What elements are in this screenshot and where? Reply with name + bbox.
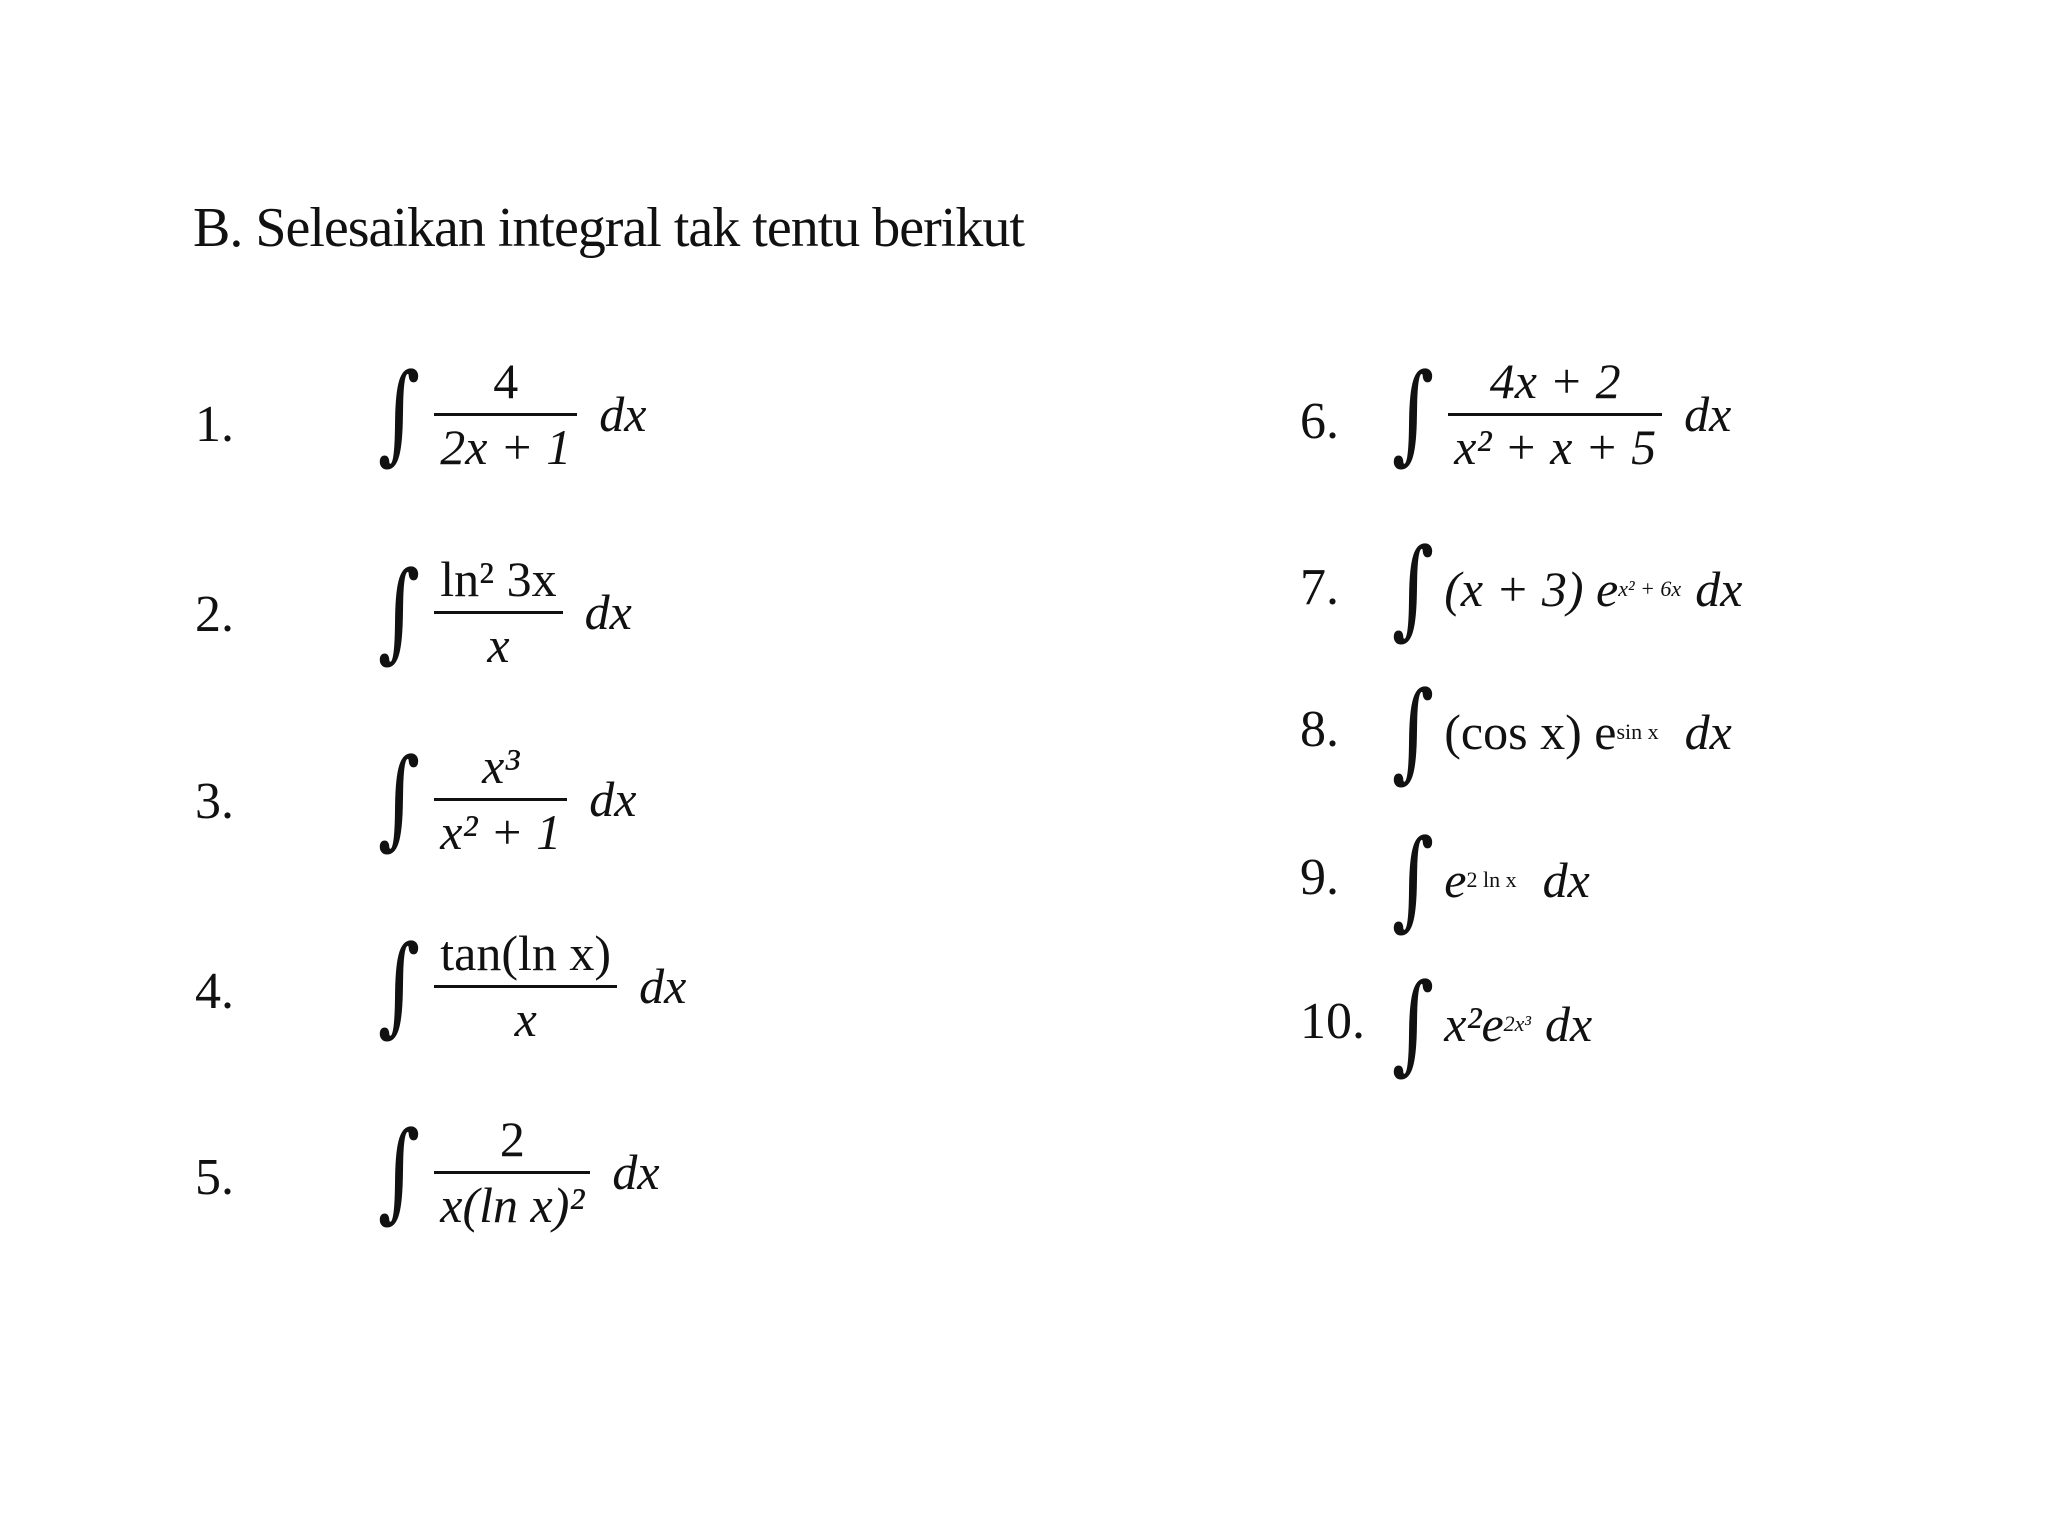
problem-9-expression: [1392, 817, 1590, 942]
exponent: sin x: [1616, 719, 1659, 744]
differential: dx: [1545, 996, 1593, 1052]
differential: dx: [1695, 561, 1743, 617]
integrand-base: x²e: [1444, 996, 1504, 1052]
denominator: x² + 1: [440, 803, 562, 860]
problem-10-number: 10.: [1300, 993, 1365, 1050]
integrand-base: (cos x) e: [1444, 704, 1617, 760]
integral-sign: ∫: [378, 1109, 421, 1234]
exponent: 2x³: [1503, 1011, 1532, 1036]
page-title: B. Selesaikan integral tak tentu berikut: [193, 197, 1024, 259]
problem-7-number: 7.: [1300, 559, 1339, 616]
integral-sign: ∫: [1392, 817, 1435, 942]
differential: dx: [1684, 704, 1732, 760]
fraction: [434, 735, 567, 863]
exponent: x² + 6x: [1618, 576, 1682, 601]
integral-sign: ∫: [378, 923, 421, 1048]
differential: dx: [1684, 386, 1732, 442]
problem-4-number: 4.: [195, 963, 234, 1020]
problem-3-expression: [378, 735, 636, 863]
problem-6-number: 6.: [1300, 393, 1339, 450]
integral-sign: ∫: [378, 549, 421, 674]
problem-1-expression: [378, 350, 646, 478]
problem-7-expression: [1392, 526, 1743, 651]
differential: dx: [1542, 852, 1590, 908]
denominator: x: [487, 616, 510, 673]
integrand-base: (x + 3) e: [1444, 561, 1619, 617]
differential: dx: [599, 386, 647, 442]
fraction: [1448, 350, 1662, 478]
integral-sign: ∫: [1392, 351, 1435, 476]
problem-8-number: 8.: [1300, 701, 1339, 758]
integral-sign: ∫: [1392, 961, 1435, 1086]
differential: dx: [589, 771, 637, 827]
differential: dx: [612, 1144, 660, 1200]
integral-sign: ∫: [378, 351, 421, 476]
numerator: ln² 3x: [440, 551, 557, 607]
numerator: 2: [499, 1111, 525, 1167]
problem-3-number: 3.: [195, 773, 234, 830]
denominator: x: [514, 990, 537, 1047]
numerator: 4: [493, 353, 519, 409]
denominator: x(ln x)²: [440, 1176, 585, 1233]
problem-9-number: 9.: [1300, 849, 1339, 906]
problem-4-expression: [378, 922, 686, 1050]
integral-sign: ∫: [1392, 669, 1435, 794]
fraction: [434, 1108, 590, 1236]
integrand-base: e: [1444, 852, 1467, 908]
problem-1-number: 1.: [195, 396, 234, 453]
problem-5-expression: [378, 1108, 660, 1236]
exponent: 2 ln x: [1466, 867, 1517, 892]
problem-5-number: 5.: [195, 1149, 234, 1206]
integral-sign: ∫: [378, 736, 421, 861]
numerator: 4x + 2: [1489, 353, 1621, 409]
numerator: tan(ln x): [440, 925, 612, 981]
denominator: 2x + 1: [440, 418, 572, 475]
problem-2-number: 2.: [195, 586, 234, 643]
differential: dx: [584, 584, 632, 640]
fraction: [434, 922, 617, 1050]
problem-8-expression: [1392, 669, 1732, 794]
integral-sign: ∫: [1392, 526, 1435, 651]
fraction: [434, 350, 577, 478]
problem-10-expression: [1392, 961, 1593, 1086]
problem-6-expression: [1392, 350, 1731, 478]
numerator: x³: [482, 738, 520, 794]
fraction: [434, 548, 562, 676]
denominator: x² + x + 5: [1454, 418, 1657, 475]
problem-2-expression: [378, 548, 632, 676]
differential: dx: [639, 958, 687, 1014]
